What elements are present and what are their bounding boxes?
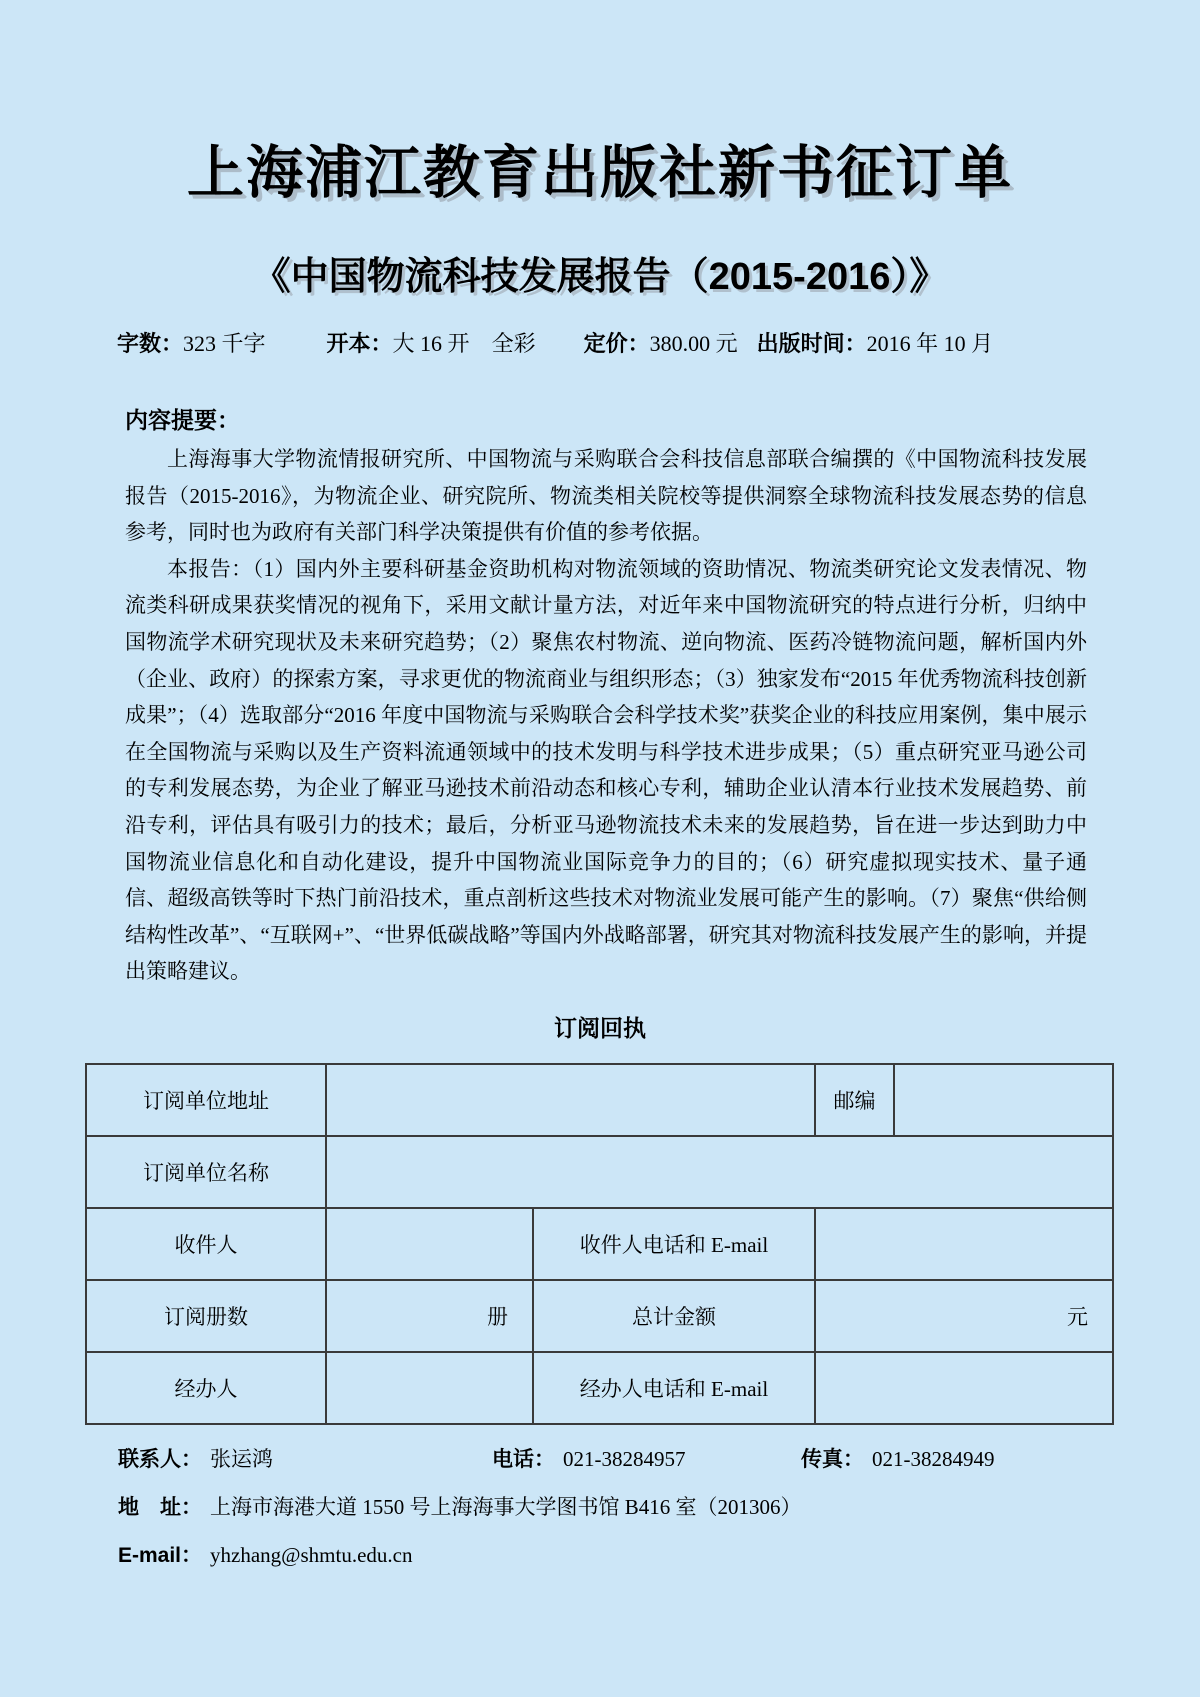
contact-phone	[492, 1446, 801, 1473]
contact-line-2	[118, 1494, 1093, 1521]
recipient-input[interactable]	[326, 1208, 533, 1280]
meta-word-count-label: 字数：	[117, 331, 184, 356]
summary-paragraph-1: 上海海事大学物流情报研究所、中国物流与采购联合会科技信息部联合编撰的《中国物流科技发展报告（2015-2016》，为物流企业、研究院所、物流类相关院校等提供洞察全球物流科技发展态势的信息参考，同时也为政府有关部门科学决策提供有价值的参考依据。	[125, 447, 1087, 545]
unit-name-label: 订阅单位名称	[86, 1136, 326, 1208]
contact-address-value: 上海市海港大道 1550 号上海海事大学图书馆 B416 室（201306）	[210, 1495, 802, 1519]
contact-phone-label: 电话：	[492, 1448, 555, 1471]
meta-format-value: 大 16 开	[392, 331, 470, 356]
receipt-title: 订阅回执	[554, 1015, 646, 1041]
contact-email	[118, 1542, 413, 1569]
book-title: 《中国物流科技发展报告（2015-2016）》	[252, 256, 948, 298]
contact-fax	[801, 1446, 995, 1473]
handler-input[interactable]	[326, 1352, 533, 1424]
book-meta-line	[117, 330, 1077, 358]
handler-contact-input[interactable]	[815, 1352, 1113, 1424]
meta-pub-date-value: 2016 年 10 月	[866, 331, 994, 356]
contact-fax-label: 传真：	[801, 1448, 864, 1471]
unit-name-input[interactable]	[326, 1136, 1113, 1208]
table-row-unit-name	[86, 1136, 1113, 1208]
contact-fax-value: 021-38284949	[872, 1447, 995, 1471]
summary-heading: 内容提要：	[125, 407, 240, 433]
recipient-label: 收件人	[86, 1208, 326, 1280]
contact-person	[118, 1446, 492, 1473]
meta-word-count	[117, 330, 266, 358]
page-title: 上海浦江教育出版社新书征订单	[187, 141, 1013, 205]
table-row-handler	[86, 1352, 1113, 1424]
contact-line-1	[118, 1446, 1093, 1473]
contact-person-label: 联系人：	[118, 1448, 202, 1471]
postcode-label: 邮编	[815, 1064, 894, 1136]
contact-address	[118, 1494, 802, 1521]
subscription-receipt-table	[85, 1063, 1114, 1425]
amount-label: 总计金额	[533, 1280, 815, 1352]
meta-price-label: 定价：	[583, 331, 650, 356]
meta-price	[584, 330, 738, 358]
table-row-recipient	[86, 1208, 1113, 1280]
postcode-input[interactable]	[894, 1064, 1113, 1136]
table-row-unit-address	[86, 1064, 1113, 1136]
contact-email-value: yhzhang@shmtu.edu.cn	[210, 1543, 413, 1567]
recipient-contact-label: 收件人电话和 E-mail	[533, 1208, 815, 1280]
publisher-contact-block	[118, 1446, 1093, 1590]
copies-input[interactable]: 册	[326, 1280, 533, 1352]
contact-person-value: 张运鸿	[210, 1447, 273, 1471]
table-row-copies	[86, 1280, 1113, 1352]
handler-contact-label: 经办人电话和 E-mail	[533, 1352, 815, 1424]
summary-paragraph-2: 本报告：（1）国内外主要科研基金资助机构对物流领域的资助情况、物流类研究论文发表情况、物流类科研成果获奖情况的视角下，采用文献计量方法，对近年来中国物流研究的特点进行分析，归纳中国物流学术研究现状及未来研究趋势；（2）聚焦农村物流、逆向物流、医药冷链物流问题，解析国内外（企业、政府）的探索方案，寻求更优的物流商业与组织形态；（3）独家发布“2015 年优秀物流科技创新成果”；（4）选取部分“2016 年度中国物流与采购联合会科学技术奖”获奖企业的科技应用案例，集中展示在全国物流与采购以及生产资料流通领域中的技术发明与科学技术进步成果；（5）重点研究亚马逊公司的专利发展态势，为企业了解亚马逊技术前沿动态和核心专利，辅助企业认清本行业技术发展趋势、前沿专利，评估具有吸引力的技术；最后，分析亚马逊物流技术未来的发展趋势，旨在进一步达到助力中国物流业信息化和自动化建设，提升中国物流业国际竞争力的目的；（6）研究虚拟现实技术、量子通信、超级高铁等时下热门前沿技术，重点剖析这些技术对物流业发展可能产生的影响。（7）聚焦“供给侧结构性改革”、“互联网+”、“世界低碳战略”等国内外战略部署，研究其对物流科技发展产生的影响，并提出策略建议。	[125, 556, 1087, 984]
meta-pub-date	[757, 330, 994, 358]
amount-input[interactable]: 元	[815, 1280, 1113, 1352]
copies-label: 订阅册数	[86, 1280, 326, 1352]
meta-format	[327, 330, 470, 358]
recipient-contact-input[interactable]	[815, 1208, 1113, 1280]
unit-address-input[interactable]	[326, 1064, 815, 1136]
meta-format-label: 开本：	[326, 331, 393, 356]
meta-pub-date-label: 出版时间：	[756, 331, 867, 356]
meta-word-count-value: 323 千字	[183, 331, 266, 356]
unit-address-label: 订阅单位地址	[86, 1064, 326, 1136]
contact-phone-value: 021-38284957	[563, 1447, 686, 1471]
contact-email-label: E-mail：	[118, 1544, 203, 1567]
content-summary	[125, 405, 1087, 990]
meta-color-value: 全彩	[491, 331, 536, 356]
contact-line-3	[118, 1542, 1093, 1569]
meta-price-value: 380.00 元	[649, 331, 738, 356]
handler-label: 经办人	[86, 1352, 326, 1424]
meta-color	[492, 330, 536, 358]
contact-address-label: 地 址：	[118, 1496, 202, 1519]
